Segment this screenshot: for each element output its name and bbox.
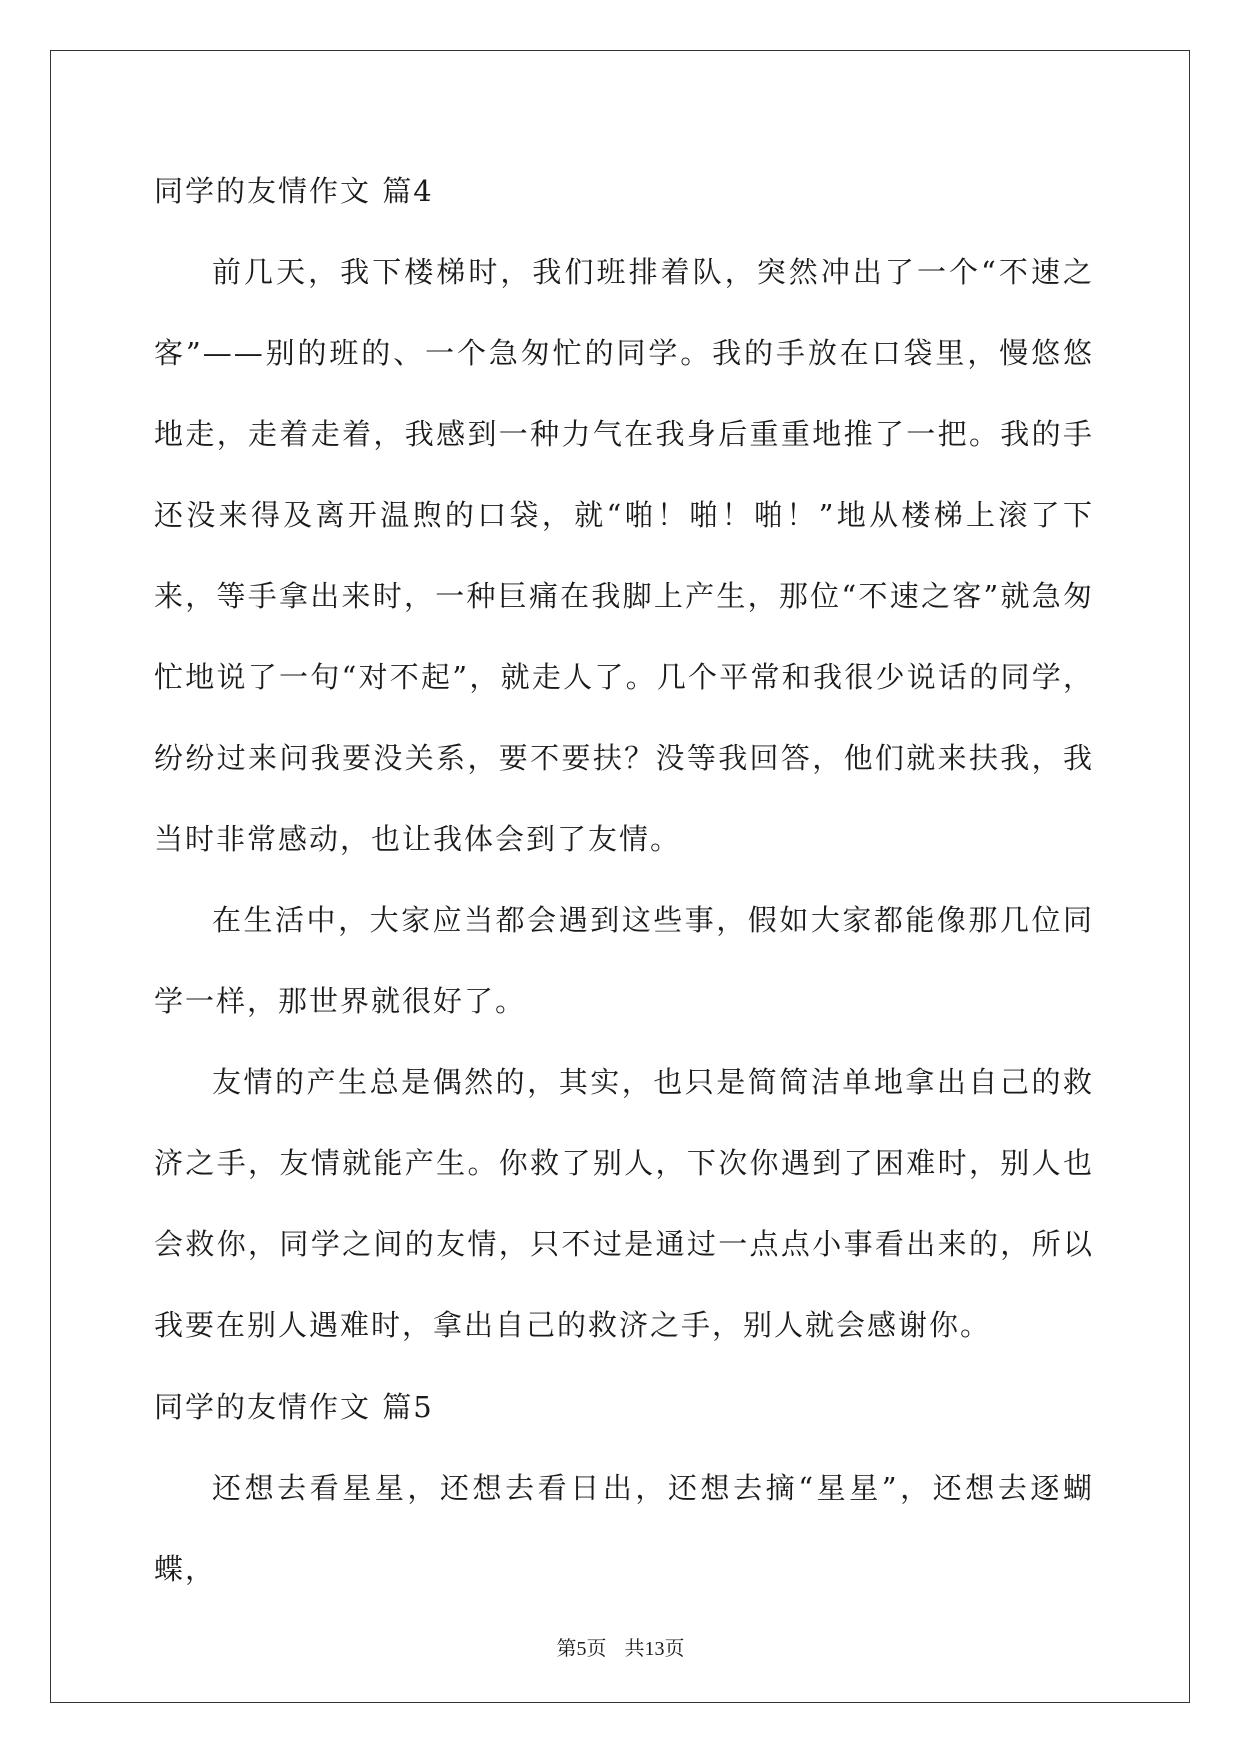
paragraph: 在生活中，大家应当都会遇到这些事，假如大家都能像那几位同学一样，那世界就很好了。 [154,903,1094,1018]
document-body [154,150,1094,1610]
page-number: 第5页 [556,1638,607,1660]
paragraph: 还想去看星星，还想去看日出，还想去摘“星星”，还想去逐蝴蝶， [154,1471,1094,1586]
section-heading-4: 同学的友情作文 篇4 [154,174,434,208]
page-footer [0,1632,1241,1661]
section-heading-5: 同学的友情作文 篇5 [154,1390,434,1424]
page-total: 共13页 [624,1638,685,1660]
paragraph: 前几天，我下楼梯时，我们班排着队，突然冲出了一个“不速之客”——别的班的、一个急匆忙的同学。我的手放在口袋里，慢悠悠地走，走着走着，我感到一种力气在我身后重重地推了一把。我的手还没来得及离开温煦的口袋，就“啪！啪！啪！”地从楼梯上滚了下来，等手拿出来时，一种巨痛在我脚上产生，那位“不速之客”就急匆忙地说了一句“对不起”，就走人了。几个平常和我很少说话的同学，纷纷过来问我要没关系，要不要扶？没等我回答，他们就来扶我，我当时非常感动，也让我体会到了友情。 [154,255,1094,856]
paragraph: 友情的产生总是偶然的，其实，也只是简简洁单地拿出自己的救济之手，友情就能产生。你救了别人，下次你遇到了困难时，别人也会救你，同学之间的友情，只不过是通过一点点小事看出来的，所以我要在别人遇难时，拿出自己的救济之手，别人就会感谢你。 [154,1065,1094,1342]
